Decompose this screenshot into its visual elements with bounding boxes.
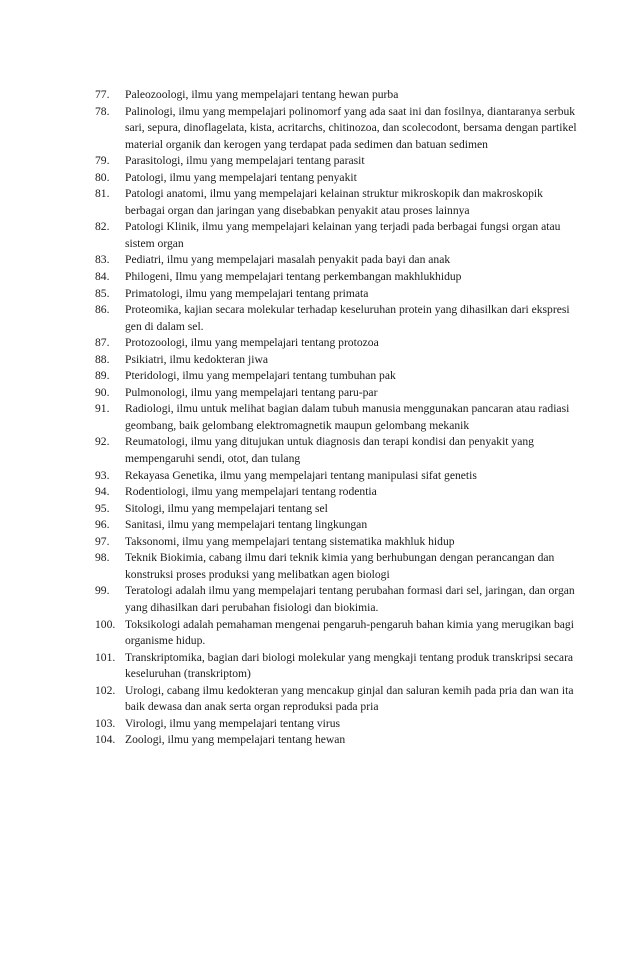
list-item-text: Pediatri, ilmu yang mempelajari masalah penyakit pada bayi dan anak — [125, 253, 451, 267]
list-item-number: 98. — [95, 551, 110, 565]
list-item — [95, 104, 585, 154]
list-item-text: Parasitologi, ilmu yang mempelajari tentang parasit — [125, 154, 365, 168]
list-item-number: 99. — [95, 584, 110, 598]
list-item-text: Teknik Biokimia, cabang ilmu dari teknik kimia yang berhubungan dengan perancangan dan konstruksi proses produksi yang melibatkan agen biologi — [125, 551, 555, 581]
list-item-number: 85. — [95, 286, 110, 300]
list-item-number: 77. — [95, 88, 110, 101]
list-item-number: 88. — [95, 352, 110, 366]
list-item — [95, 683, 585, 716]
list-item-number: 96. — [95, 518, 110, 532]
list-item — [95, 401, 585, 434]
list-item — [95, 368, 585, 385]
list-item — [95, 550, 585, 583]
list-item — [95, 716, 585, 733]
list-item — [95, 501, 585, 518]
list-item — [95, 286, 585, 303]
list-item-text: Primatologi, ilmu yang mempelajari tentang primata — [125, 286, 369, 300]
list-item-number: 92. — [95, 435, 110, 449]
list-item-number: 104. — [95, 733, 116, 747]
list-item — [95, 534, 585, 551]
list-item — [95, 153, 585, 170]
list-item-text: Taksonomi, ilmu yang mempelajari tentang sistematika makhluk hidup — [125, 534, 455, 548]
list-item-number: 103. — [95, 716, 116, 730]
list-item — [95, 335, 585, 352]
list-item-text: Radiologi, ilmu untuk melihat bagian dalam tubuh manusia menggunakan pancaran atau radiasi geombang, baik gelombang elektromagnetik maupun gelombang mekanik — [125, 402, 570, 432]
list-item-number: 79. — [95, 154, 110, 168]
list-item-text: Rodentiologi, ilmu yang mempelajari tentang rodentia — [125, 485, 377, 499]
list-item-number: 78. — [95, 104, 110, 118]
list-item — [95, 385, 585, 402]
list-item — [95, 252, 585, 269]
list-item — [95, 219, 585, 252]
list-item — [95, 87, 585, 104]
list-item — [95, 434, 585, 467]
list-item — [95, 484, 585, 501]
list-item-text: Sanitasi, ilmu yang mempelajari tentang lingkungan — [125, 518, 368, 532]
list-item-text: Reumatologi, ilmu yang ditujukan untuk diagnosis dan terapi kondisi dan penyakit yang mempengaruhi sendi, otot, dan tulang — [125, 435, 534, 466]
list-item-number: 87. — [95, 336, 110, 350]
list-item-number: 86. — [95, 303, 110, 317]
list-item-number: 80. — [95, 170, 110, 184]
list-item-text: Rekayasa Genetika, ilmu yang mempelajari tentang manipulasi sifat genetis — [125, 468, 477, 482]
list-item-number: 82. — [95, 220, 110, 234]
list-item-number: 97. — [95, 534, 110, 548]
list-item-number: 83. — [95, 253, 110, 267]
list-item-number: 90. — [95, 385, 110, 399]
list-item-number: 101. — [95, 650, 116, 664]
list-item-text: Pteridologi, ilmu yang mempelajari tentang tumbuhan pak — [125, 369, 396, 383]
list-item — [95, 302, 585, 335]
list-item — [95, 517, 585, 534]
list-item-text: Patologi anatomi, ilmu yang mempelajari kelainan struktur mikroskopik dan makroskopik berbagai organ dan jaringan yang disebabkan penyakit atau proses lainnya — [125, 187, 543, 217]
list-item-text: Patologi, ilmu yang mempelajari tentang penyakit — [125, 170, 357, 184]
list-item-text: Toksikologi adalah pemahaman mengenai pengaruh-pengaruh bahan kimia yang merugikan bagi organisme hidup. — [125, 617, 574, 648]
list-item-number: 94. — [95, 485, 110, 499]
list-item-text: Psikiatri, ilmu kedokteran jiwa — [125, 352, 268, 366]
list-item — [95, 352, 585, 369]
list-item — [95, 186, 585, 219]
list-item-text: Zoologi, ilmu yang mempelajari tentang hewan — [125, 733, 346, 747]
list-item-text: Philogeni, Ilmu yang mempelajari tentang perkembangan makhlukhidup — [125, 270, 462, 284]
list-item-number: 84. — [95, 270, 110, 284]
list-item — [95, 269, 585, 286]
list-item — [95, 583, 585, 616]
list-item-number: 93. — [95, 468, 110, 482]
list-item — [95, 732, 585, 749]
list-item — [95, 650, 585, 683]
list-item-text: Paleozoologi, ilmu yang mempelajari tentang hewan purba — [125, 88, 399, 101]
list-item-text: Teratologi adalah ilmu yang mempelajari tentang perubahan formasi dari sel, jaringan, dan organ yang dihasilkan dari perubahan fisiologi dan biokimia. — [125, 584, 575, 614]
list-item-number: 95. — [95, 501, 110, 515]
list-item-text: Virologi, ilmu yang mempelajari tentang virus — [125, 716, 341, 730]
list-item-number: 91. — [95, 402, 110, 416]
list-item-text: Protozoologi, ilmu yang mempelajari tentang protozoa — [125, 336, 379, 350]
numbered-list — [95, 87, 585, 749]
list-item-text: Sitologi, ilmu yang mempelajari tentang sel — [125, 501, 328, 515]
list-item — [95, 617, 585, 650]
list-item-text: Urologi, cabang ilmu kedokteran yang mencakup ginjal dan saluran kemih pada pria dan wan ita baik dewasa dan anak serta organ reproduksi pada pria — [125, 683, 574, 714]
list-item-text: Proteomika, kajian secara molekular terhadap keseluruhan protein yang dihasilkan dari ekspresi gen di dalam sel. — [125, 303, 570, 333]
list-item-text: Transkriptomika, bagian dari biologi molekular yang mengkaji tentang produk transkripsi secara keseluruhan (transkriptom) — [125, 650, 574, 681]
list-item-text: Pulmonologi, ilmu yang mempelajari tentang paru-par — [125, 385, 378, 399]
list-item-number: 102. — [95, 683, 116, 697]
list-item — [95, 170, 585, 187]
list-item-number: 100. — [95, 617, 116, 631]
list-item-text: Patologi Klinik, ilmu yang mempelajari kelainan yang terjadi pada berbagai fungsi organ atau sistem organ — [125, 220, 561, 250]
list-item-number: 89. — [95, 369, 110, 383]
list-item — [95, 468, 585, 485]
list-item-number: 81. — [95, 187, 110, 201]
list-item-text: Palinologi, ilmu yang mempelajari polinomorf yang ada saat ini dan fosilnya, diantaranya serbuk sari, sepura, dinoflagelata, kista, acritarchs, chitinozoa, dan scolecodont, bersama dengan partikel material organik dan kerogen yang terdapat pada sedimen dan batuan sedimen — [125, 104, 577, 151]
